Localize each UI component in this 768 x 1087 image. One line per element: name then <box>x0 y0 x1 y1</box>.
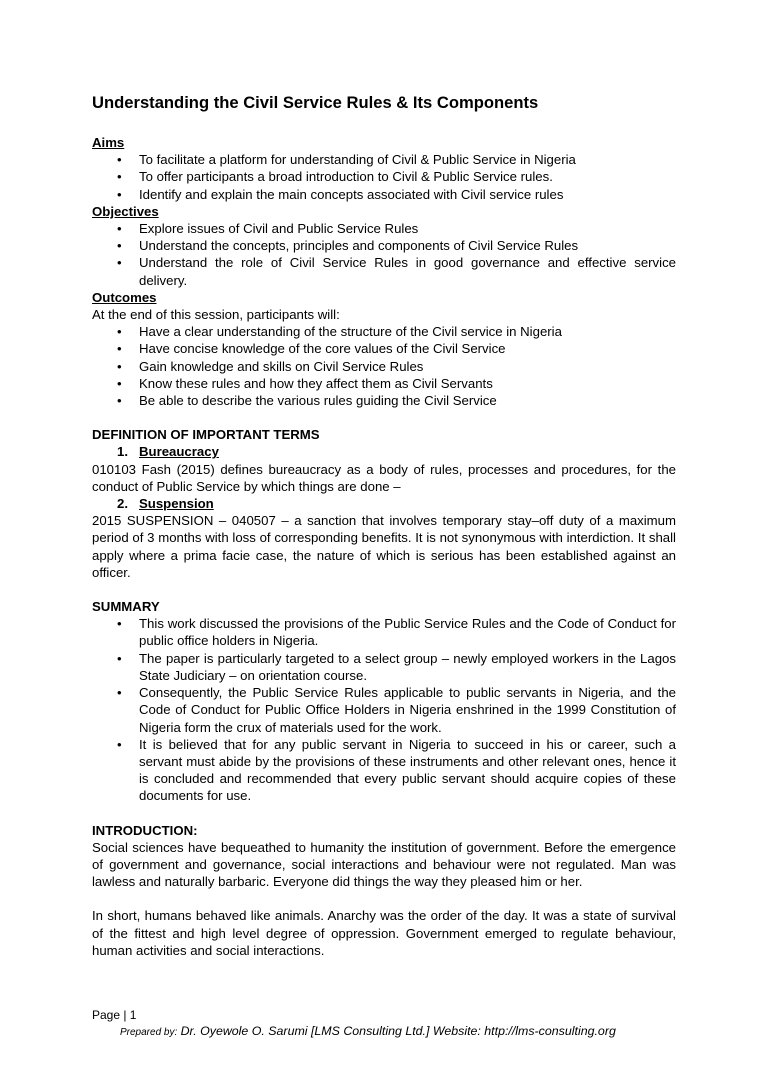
prepared-by-line <box>92 1023 676 1041</box>
summary-heading: SUMMARY <box>92 599 160 615</box>
list-item: • Know these rules and how they affect them as Civil Servants <box>139 375 676 392</box>
definitions-heading: DEFINITION OF IMPORTANT TERMS <box>92 427 320 443</box>
page-footer <box>92 1007 676 1041</box>
list-item: • It is believed that for any public servant in Nigeria to succeed in his or career, such a servant must abide by the provisions of these instruments and other relevant ones, hence it is concluded and recommended that every public servant should acquire copies of these documents for use. <box>139 736 676 805</box>
summary-list <box>92 615 676 804</box>
page-number: Page | 1 <box>92 1008 137 1022</box>
term-title: Suspension <box>139 496 214 512</box>
outcomes-heading: Outcomes <box>92 289 157 305</box>
definition-text: 010103 Fash (2015) defines bureaucracy as a body of rules, processes and procedures, for the conduct of Public Service by which things are done – <box>92 461 676 494</box>
definition-term <box>117 443 676 460</box>
objectives-heading: Objectives <box>92 203 159 219</box>
list-item: • Have a clear understanding of the structure of the Civil service in Nigeria <box>139 323 676 340</box>
term-number: 1. <box>117 444 128 460</box>
list-item: • Identify and explain the main concepts associated with Civil service rules <box>139 186 676 203</box>
list-item: • This work discussed the provisions of the Public Service Rules and the Code of Conduct for public office holders in Nigeria. <box>139 615 676 649</box>
aims-list <box>92 151 676 203</box>
definitions-list <box>92 495 676 512</box>
list-item: • Consequently, the Public Service Rules applicable to public servants in Nigeria, and the Code of Conduct for Public Office Holders in Nigeria enshrined in the 1999 Constitution of Nigeria form the crux of materials used for the work. <box>139 684 676 736</box>
definition-term <box>117 495 676 512</box>
list-item: • To offer participants a broad introduction to Civil & Public Service rules. <box>139 168 676 185</box>
introduction-heading: INTRODUCTION: <box>92 822 198 838</box>
introduction-paragraph: Social sciences have bequeathed to humanity the institution of government. Before the emergence of government and governance, social interactions and behaviour were not regulated. Man was lawless and naturally barbaric. Everyone did things the way they pleased him or her. <box>92 839 676 890</box>
definition-text: 2015 SUSPENSION – 040507 – a sanction that involves temporary stay–off duty of a maximum period of 3 months with loss of corresponding benefits. It is not synonymous with interdiction. It shall apply where a prima facie case, the nature of which is serious has been established against an officer. <box>92 513 676 580</box>
outcomes-list <box>92 323 676 409</box>
prepared-by-label: Prepared by: <box>120 1027 178 1038</box>
outcomes-intro: At the end of this session, participants will: <box>92 307 340 323</box>
introduction-paragraph: In short, humans behaved like animals. Anarchy was the order of the day. It was a state of survival of the fittest and high level degree of oppression. Government emerged to regulate behaviour, human activities and social interactions. <box>92 908 676 958</box>
author-credit: Dr. Oyewole O. Sarumi [LMS Consulting Ltd.] Website: http://lms-consulting.org <box>180 1024 616 1038</box>
document-title: Understanding the Civil Service Rules & Its Components <box>92 93 539 112</box>
list-item: • Have concise knowledge of the core values of the Civil Service <box>139 340 676 357</box>
list-item: • Be able to describe the various rules guiding the Civil Service <box>139 392 676 409</box>
list-item: • Understand the role of Civil Service Rules in good governance and effective service delivery. <box>139 254 676 288</box>
term-number: 2. <box>117 496 128 512</box>
list-item: • Explore issues of Civil and Public Service Rules <box>139 220 676 237</box>
aims-heading: Aims <box>92 135 125 150</box>
objectives-list <box>92 220 676 289</box>
term-title: Bureaucracy <box>139 444 219 460</box>
list-item: • Gain knowledge and skills on Civil Service Rules <box>139 358 676 375</box>
definitions-list <box>92 443 676 460</box>
list-item: • Understand the concepts, principles and components of Civil Service Rules <box>139 237 676 254</box>
list-item: • The paper is particularly targeted to a select group – newly employed workers in the Lagos State Judiciary – on orientation course. <box>139 650 676 684</box>
document-page <box>92 92 676 959</box>
list-item: • To facilitate a platform for understanding of Civil & Public Service in Nigeria <box>139 151 676 168</box>
